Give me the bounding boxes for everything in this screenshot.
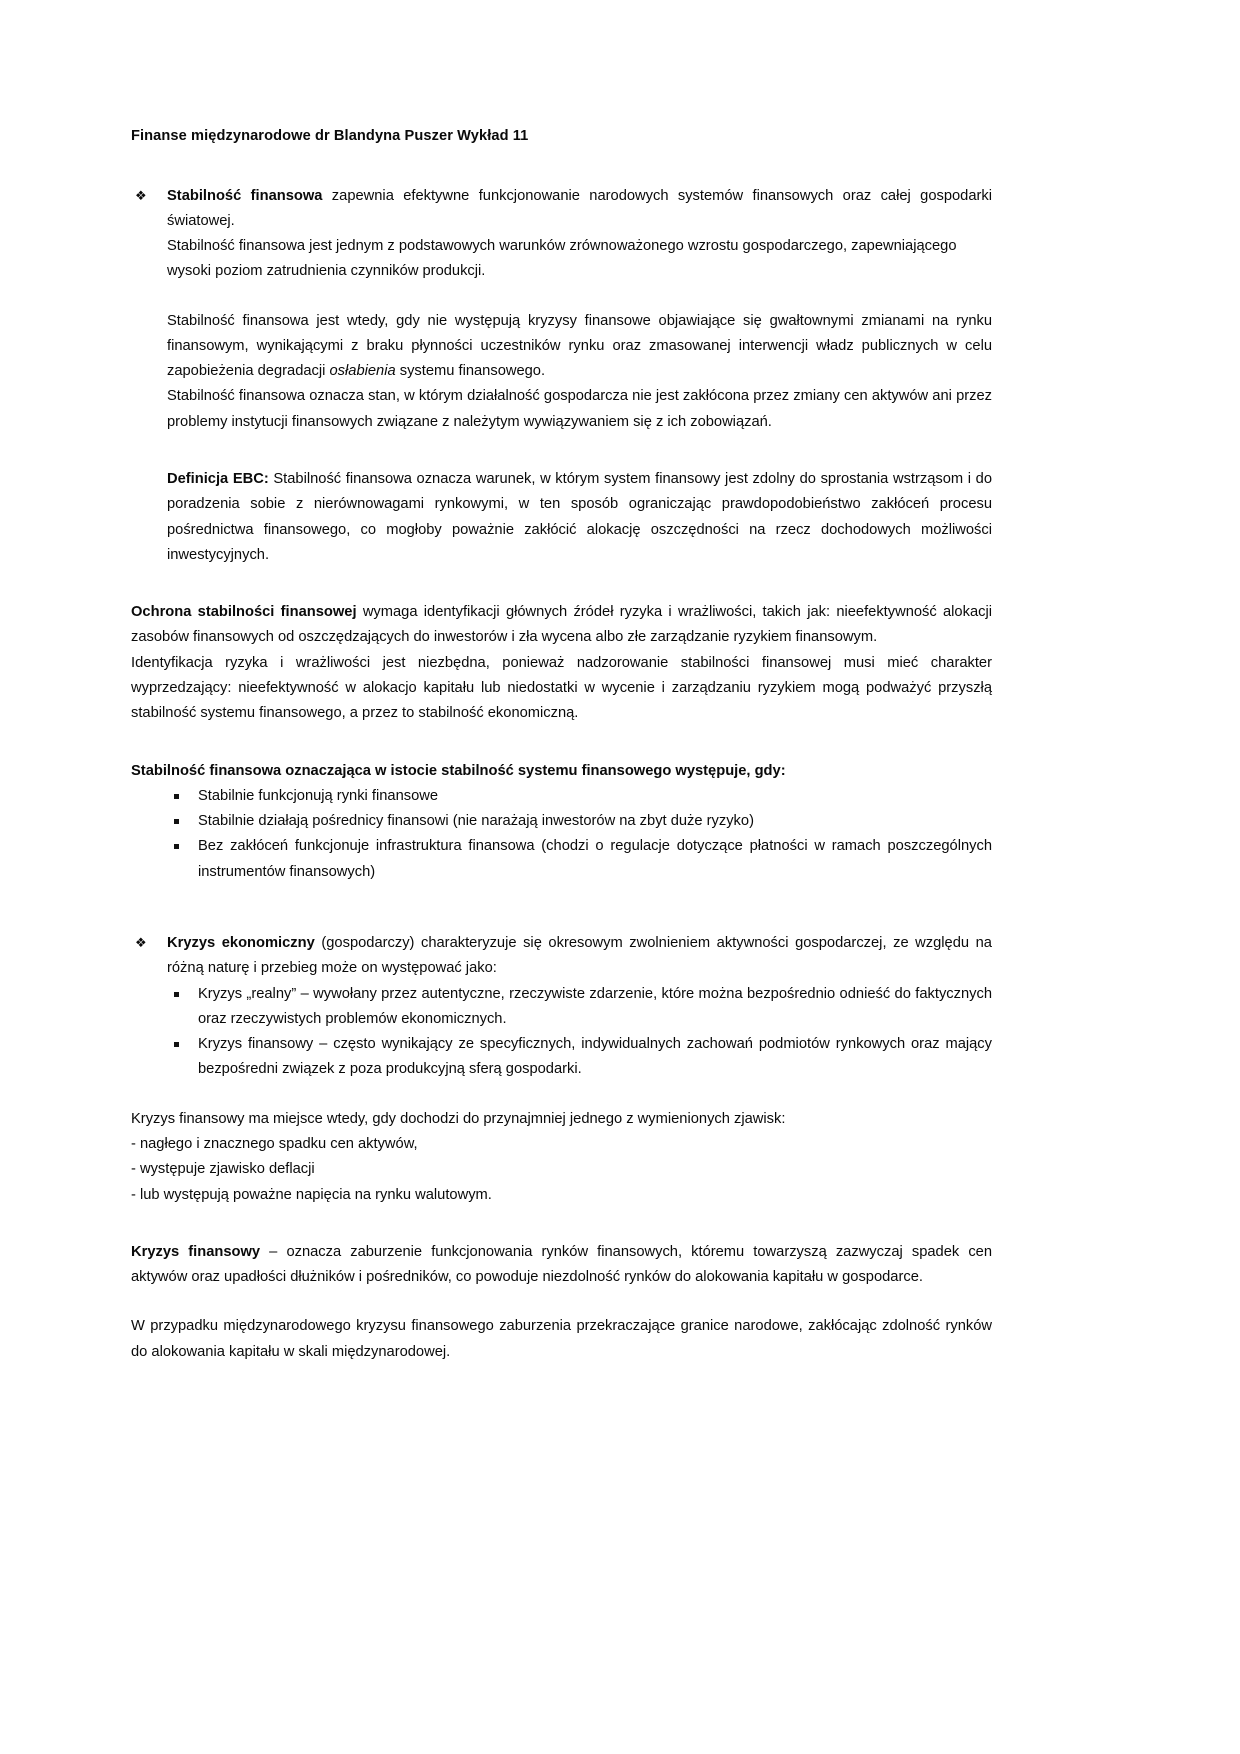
paragraph-stabilnosc-wtedy [167,309,992,385]
lead-bold-kryzys-ekonomiczny: Kryzys ekonomiczny [167,934,315,951]
document-content [131,128,992,1365]
lead-bold-stabilnosc: Stabilność finansowa [167,187,323,204]
bullet-block-kryzys-ekonomiczny [131,931,992,982]
paragraph-kryzys-ma-miejsce: Kryzys finansowy ma miejsce wtedy, gdy dochodzi do przynajmniej jednego z wymienionych zjawisk: [131,1110,786,1127]
bullet-block-stabilnosc-finansowa [131,184,992,569]
spacer [131,1208,992,1240]
list-stabilnosc-warunki [131,784,992,885]
list-item: Kryzys „realny” – wywołany przez autentyczne, rzeczywiste zdarzenie, które można bezpośrednio odnieść do faktycznych oraz rzeczywistych problemów ekonomicznych. [131,982,992,1033]
paragraph-definicja-ebc [167,467,992,568]
paragraph-stabilnosc-wtedy-a: Stabilność finansowa jest wtedy, gdy nie występują kryzysy finansowe objawiające się gwałtownymi zmianami na rynku finansowym, wynikającymi z braku płynności uczestników rynku oraz zmasowanej interwencji władz publicznych w celu zapobieżenia degradacji [167,312,992,380]
paragraph-kryzys-finansowy-definicja [131,1240,992,1291]
paragraph-stabilnosc-warunki: Stabilność finansowa jest jednym z podstawowych warunków zrównoważonego wzrostu gospodarczego, zapewniającego wysoki poziom zatrudnienia czynników produkcji. [167,238,957,280]
diamond-bullet-icon: ❖ [135,188,147,204]
list-item: Kryzys finansowy – często wynikający ze specyficznych, indywidualnych zachowań podmiotów rynkowych oraz mający bezpośredni związek z poza produkcyjną sferą gospodarki. [131,1032,992,1083]
spacer [131,885,992,909]
lead-rest-ochrona: wymaga identyfikacji głównych źródeł ryzyka i wrażliwości, takich jak: nieefektywność alokacji zasobów finansowych od oszczędzających do inwestorów i zła wycena albo złe zarządzanie ryzykiem finansowym. [131,604,992,646]
paragraph-stabilnosc-wtedy-b: systemu finansowego. [395,363,546,380]
paragraph-stabilnosc-lead [167,184,992,235]
heading-stabilnosc-wystepuje: Stabilność finansowa oznaczająca w istocie stabilność systemu finansowego występuje, gdy: [131,762,786,779]
italic-oslabienia: osłabienia [329,363,396,380]
page-title: Finanse międzynarodowe dr Blandyna Puszer Wykład 11 [131,128,529,144]
spacer [131,727,992,759]
label-definicja-ebc: Definicja EBC: [167,471,269,488]
list-item: Stabilnie funkcjonują rynki finansowe [131,784,992,809]
lead-bold-kryzys-finansowy: Kryzys finansowy [131,1243,261,1260]
spacer [131,1083,992,1107]
paragraph-stabilnosc-oznacza-stan: Stabilność finansowa oznacza stan, w którym działalność gospodarcza nie jest zakłócona przez zmiany cen aktywów ani przez problemy instytucji finansowych związane z należytym wywiązywaniem się z ich zobowiązań. [167,388,992,430]
paragraph-miedzynarodowy-kryzys: W przypadku międzynarodowego kryzysu finansowego zaburzenia przekraczające granice narodowe, zakłócając zdolność rynków do alokowania kapitału w skali międzynarodowej. [131,1318,992,1360]
dash-item: - lub występują poważne napięcia na rynku walutowym. [131,1186,492,1203]
paragraph-identyfikacja-ryzyka: Identyfikacja ryzyka i wrażliwości jest niezbędna, ponieważ nadzorowanie stabilności finansowej musi mieć charakter wyprzedzający: nieefektywność w alokacjo kapitału lub niedostatki w wycenie i zarządzaniu ryzykiem mogą podważyć przyszłą stabilność systemu finansowego, a przez to stabilność ekonomiczną. [131,654,992,722]
spacer [167,285,992,309]
paragraph-ochrona-stabilnosci [131,600,992,651]
dash-item: - występuje zjawisko deflacji [131,1161,315,1178]
paragraph-kryzys-ekonomiczny [167,931,992,982]
lead-bold-ochrona: Ochrona stabilności finansowej [131,604,357,621]
diamond-bullet-icon: ❖ [135,935,147,951]
list-rodzaje-kryzysow [131,982,992,1083]
text-definicja-ebc: Stabilność finansowa oznacza warunek, w którym system finansowy jest zdolny do sprostania wstrząsom i do poradzenia sobie z nierównowagami rynkowymi, w ten sposób ograniczając prawdopodobieństwo zakłóceń procesu pośrednictwa finansowego, co mogłoby poważnie zakłócić alokację oszczędności na rzecz dochodowych możliwości inwestycyjnych. [167,471,992,563]
lead-rest-kryzys-finansowy: – oznacza zaburzenie funkcjonowania rynków finansowych, któremu towarzyszą zazwyczaj spadek cen aktywów oraz upadłości dłużników i pośredników, co powoduje niezdolność rynków do alokowania kapitału w gospodarce. [131,1243,992,1286]
list-item: Bez zakłóceń funkcjonuje infrastruktura finansowa (chodzi o regulacje dotyczące płatności w ramach poszczególnych instrumentów finansowych) [131,834,992,885]
lead-rest-stabilnosc: zapewnia efektywne funkcjonowanie narodowych systemów finansowych oraz całej gospodarki światowej. [167,187,993,229]
list-item: Stabilnie działają pośrednicy finansowi (nie narażają inwestorów na zbyt duże ryzyko) [131,809,992,834]
lead-rest-kryzys-ekonomiczny: (gospodarczy) charakteryzuje się okresowym zwolnieniem aktywności gospodarczej, ze względu na różną naturę i przebieg może on występować jako: [167,934,992,977]
spacer [131,568,992,600]
spacer [167,435,992,467]
dash-item: - nagłego i znacznego spadku cen aktywów, [131,1135,418,1152]
spacer [131,1290,992,1314]
